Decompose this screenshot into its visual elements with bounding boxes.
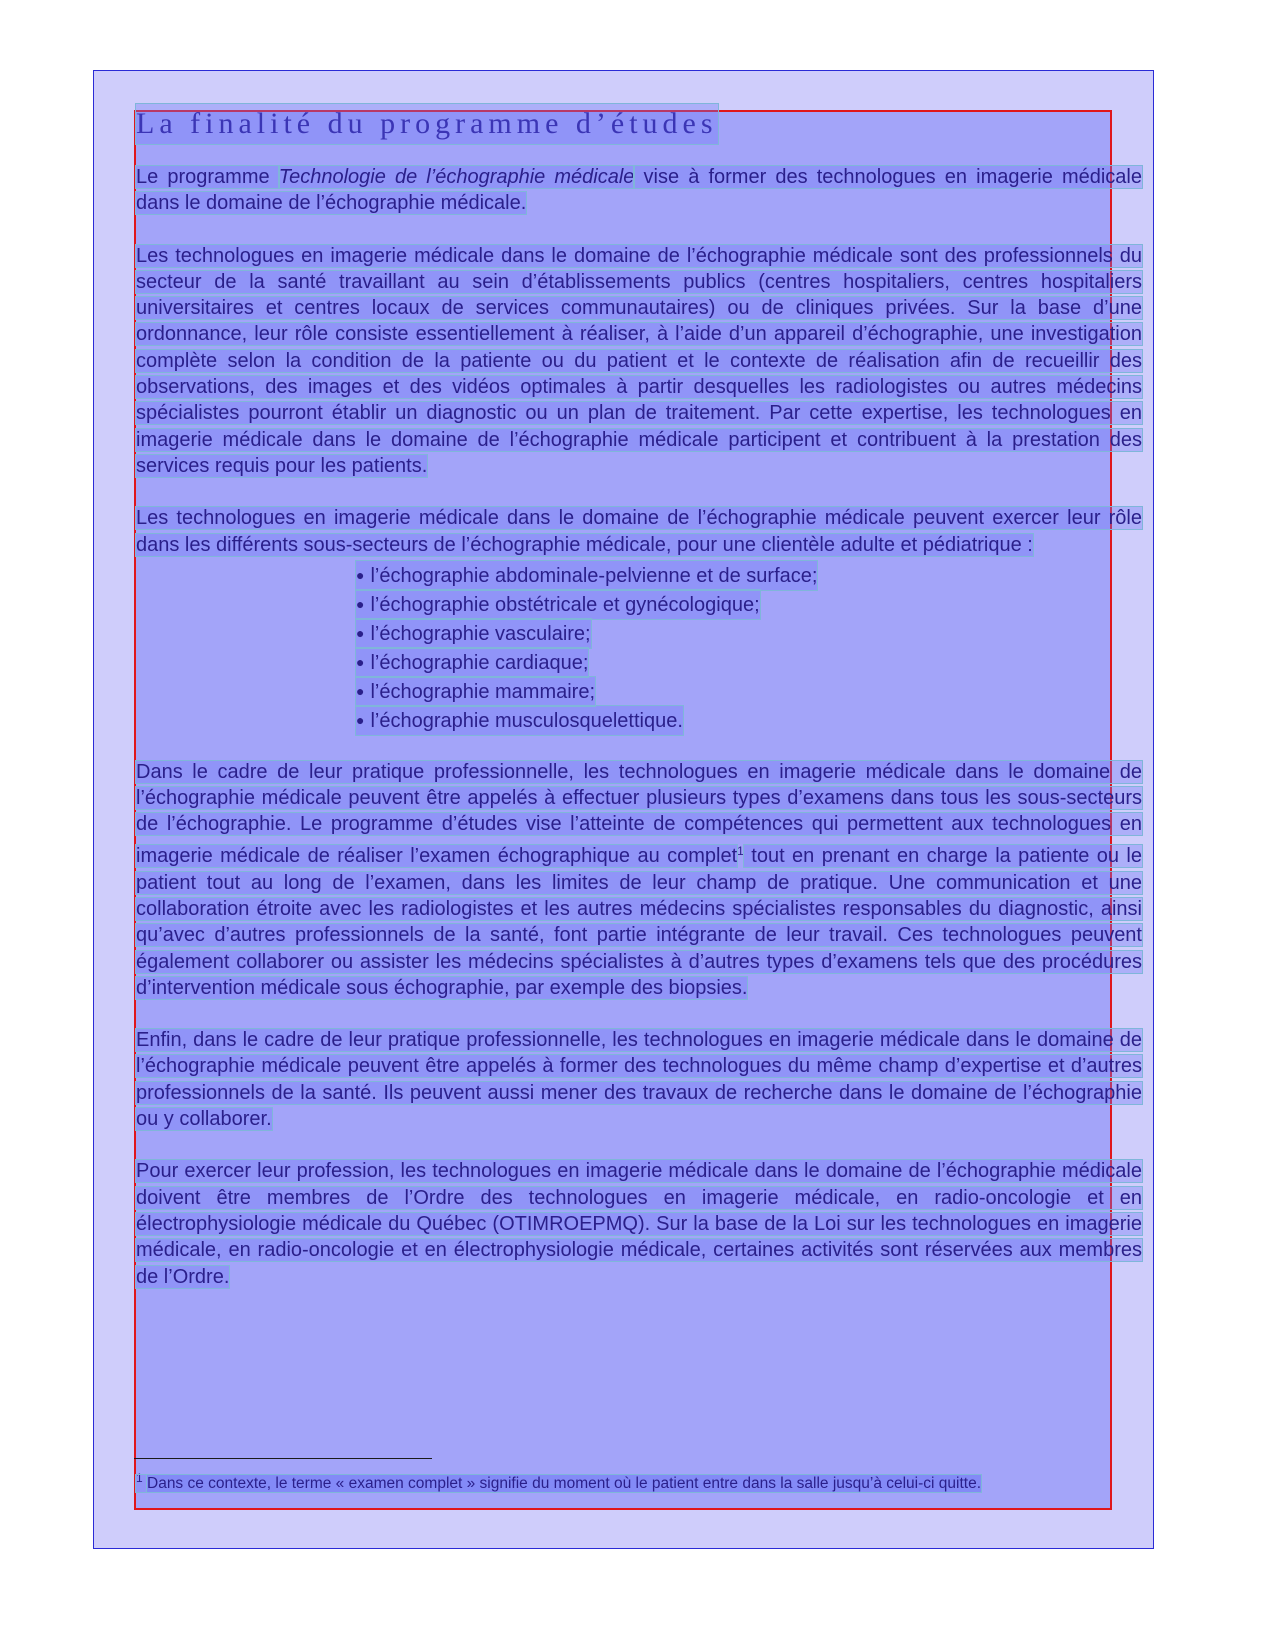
paragraph-order-text: Pour exercer leur profession, les technologues en imagerie médicale dans le domaine de l’échographie médicale doivent être membres de l’Ordre des technologues en imagerie médicale, en radio-oncologie et en électrophysiologie médicale du Québec (OTIMROEPMQ). Sur la base de la Loi sur les technologues en imagerie médicale, en radio-oncologie et en électrophysiologie médicale, certaines activités sont réservées aux membres de l’Ordre. — [136, 1160, 1142, 1288]
document-body — [136, 104, 1142, 1316]
list-item — [356, 590, 760, 619]
list-item-text: l’échographie musculosquelettique. — [370, 709, 683, 732]
list-item-text: l’échographie obstétricale et gynécologique; — [370, 593, 760, 616]
paragraph-role-text: Les technologues en imagerie médicale dans le domaine de l’échographie médicale sont des professionnels du secteur de la santé travaillant au sein d’établissements publics (centres hospitaliers, centres hospitaliers universitaires et centres locaux de services communautaires) ou de cliniques privées. Sur la base d’une ordonnance, leur rôle consiste essentiellement à réaliser, à l’aide d’un appareil d’échographie, une investigation complète selon la condition de la patiente ou du patient et le contexte de réalisation afin de recueillir des observations, des images et des vidéos optimales à partir desquelles les radiologistes ou autres médecins spécialistes pourront établir un diagnostic ou un plan de traitement. Par cette expertise, les technologues en imagerie médicale dans le domaine de l’échographie médicale participent et contribuent à la prestation des services requis pour les patients. — [136, 244, 1142, 477]
list-item — [356, 561, 817, 590]
paragraph-role — [136, 243, 1142, 480]
bullet-icon: ● — [356, 566, 365, 583]
paragraph-practice-after: tout en prenant en charge la patiente ou le patient tout au long de l’examen, dans les limites de leur champ de pratique. Une communication et une collaboration étroite avec les radiologistes et les autres médecins spécialistes responsables du diagnostic, ainsi qu’avec d’autres professionnels de la santé, font partie intégrante de leur travail. Ces technologues peuvent également collaborer ou assister les médecins spécialistes à d’autres types d’examens tels que des procédures d’intervention médicale sous échographie, par exemple des biopsies. — [136, 845, 1143, 999]
program-name: Technologie de l’échographie médicale — [278, 166, 635, 188]
paragraph-training-text: Enfin, dans le cadre de leur pratique professionnelle, les technologues en imagerie médicale dans le domaine de l’échographie médicale peuvent être appelés à former des technologues du même champ d’expertise et d’autres professionnels de la santé. Ils peuvent aussi mener des travaux de recherche dans le domaine de l’échographie ou y collaborer. — [136, 1029, 1142, 1131]
list-item-text: l’échographie vasculaire; — [370, 622, 591, 645]
footnote-text: Dans ce contexte, le terme « examen complet » signifie du moment où le patient entre dans la salle jusqu’à celui-ci quitte. — [147, 1475, 982, 1493]
list-item-text: l’échographie abdominale-pelvienne et de surface; — [370, 564, 818, 587]
paragraph-order — [136, 1158, 1142, 1289]
paragraph-training — [136, 1027, 1142, 1132]
bullet-icon: ● — [356, 711, 365, 728]
bullet-icon: ● — [356, 653, 365, 670]
paragraph-practice-before: Dans le cadre de leur pratique professionnelle, les technologues en imagerie médicale dans le domaine de l’échographie médicale peuvent être appelés à effectuer plusieurs types d’examens dans tous les sous-secteurs de l’échographie. Le programme d’études vise l’atteinte de compétences qui permettent aux technologues en imagerie médicale de réaliser l’examen échographique au complet — [136, 760, 1142, 868]
paragraph-subsectors-text: Les technologues en imagerie médicale dans le domaine de l’échographie médicale peuvent exercer leur rôle dans les différents sous-secteurs de l’échographie médicale, pour une clientèle adulte et pédiatrique : — [136, 507, 1142, 556]
list-item — [356, 677, 595, 706]
list-item — [356, 648, 588, 677]
bullet-icon: ● — [356, 595, 365, 612]
list-item — [356, 619, 591, 648]
intro-text-after: vise à former des technologues en imagerie médicale dans le domaine de l’échographie médicale. — [136, 166, 1142, 215]
footnote-separator — [134, 1458, 432, 1459]
paragraph-practice — [136, 759, 1142, 1001]
list-item-text: l’échographie mammaire; — [370, 680, 596, 703]
list-item — [356, 706, 683, 735]
footnote-reference[interactable]: 1 — [737, 843, 744, 858]
list-item-text: l’échographie cardiaque; — [370, 651, 589, 674]
bullet-icon: ● — [356, 682, 365, 699]
footnote — [136, 1467, 1142, 1495]
paragraph-intro — [136, 164, 1142, 217]
paragraph-subsectors — [136, 505, 1142, 558]
footnote-marker: 1 — [136, 1471, 143, 1485]
page-title: La finalité du programme d’études — [136, 104, 718, 144]
bullet-icon: ● — [356, 624, 365, 641]
subsector-list — [136, 561, 1142, 735]
intro-text-before: Le programme — [136, 166, 279, 188]
